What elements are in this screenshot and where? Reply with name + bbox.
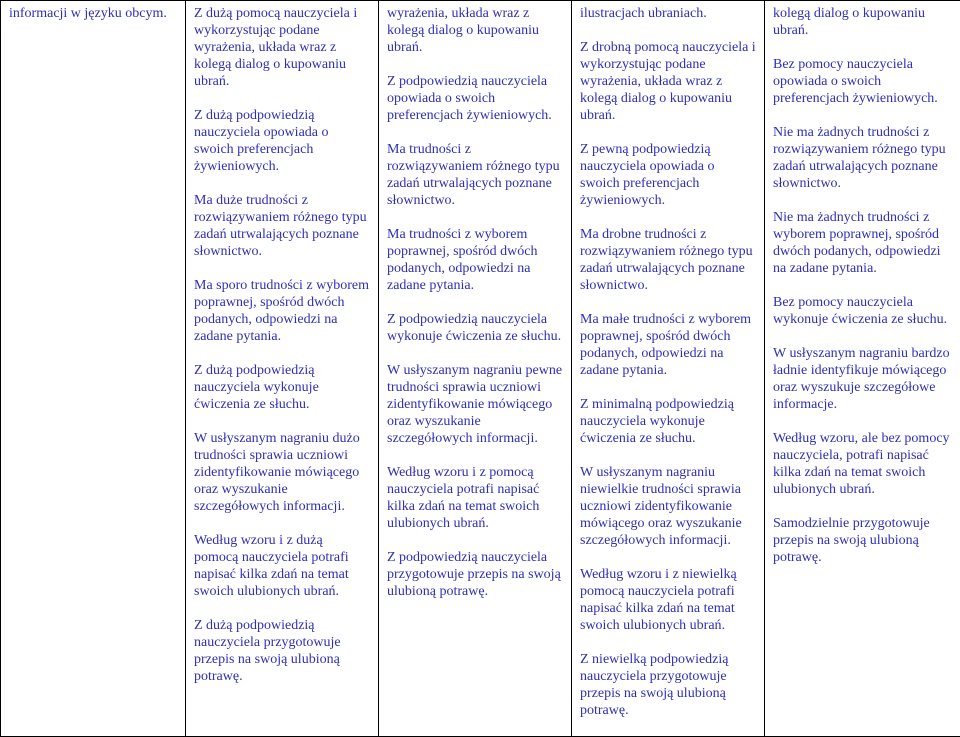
criterion-paragraph: Bez pomocy nauczyciela wykonuje ćwiczenia ze słuchu. <box>773 294 952 328</box>
criterion-paragraph: Według wzoru i z niewielką pomocą nauczyciela potrafi napisać kilka zdań na temat swoich ulubionych ubrań. <box>580 566 756 634</box>
criterion-paragraph: Z drobną pomocą nauczyciela i wykorzystując podane wyrażenia, układa wraz z kolegą dialog o kupowaniu ubrań. <box>580 39 756 124</box>
criterion-paragraph: Z pewną podpowiedzią nauczyciela opowiada o swoich preferencjach żywieniowych. <box>580 141 756 209</box>
criterion-paragraph: Ma trudności z rozwiązywaniem różnego typu zadań utrwalających poznane słownictwo. <box>387 141 563 209</box>
criterion-paragraph: Z minimalną podpowiedzią nauczyciela wykonuje ćwiczenia ze słuchu. <box>580 396 756 447</box>
criterion-paragraph: wyrażenia, układa wraz z kolegą dialog o kupowaniu ubrań. <box>387 5 563 56</box>
criterion-paragraph: Nie ma żadnych trudności z wyborem poprawnej, spośród dwóch podanych, odpowiedzi na zadane pytania. <box>773 209 952 277</box>
criterion-paragraph: Według wzoru, ale bez pomocy nauczyciela, potrafi napisać kilka zdań na temat swoich ulubionych ubrań. <box>773 430 952 498</box>
table-row <box>1 1 960 737</box>
criterion-paragraph: informacji w języku obcym. <box>9 5 177 22</box>
criterion-paragraph: Z dużą podpowiedzią nauczyciela opowiada o swoich preferencjach żywieniowych. <box>194 107 370 175</box>
criterion-paragraph: ilustracjach ubraniach. <box>580 5 756 22</box>
criterion-paragraph: Ma drobne trudności z rozwiązywaniem różnego typu zadań utrwalających poznane słownictwo. <box>580 226 756 294</box>
criterion-paragraph: Z podpowiedzią nauczyciela opowiada o swoich preferencjach żywieniowych. <box>387 73 563 124</box>
criterion-paragraph: kolegą dialog o kupowaniu ubrań. <box>773 5 952 39</box>
criterion-paragraph: Według wzoru i z pomocą nauczyciela potrafi napisać kilka zdań na temat swoich ulubionych ubrań. <box>387 464 563 532</box>
criterion-paragraph: Ma duże trudności z rozwiązywaniem różnego typu zadań utrwalających poznane słownictwo. <box>194 192 370 260</box>
criterion-paragraph: Nie ma żadnych trudności z rozwiązywaniem różnego typu zadań utrwalających poznane słownictwo. <box>773 124 952 192</box>
criterion-paragraph: Samodzielnie przygotowuje przepis na swoją ulubioną potrawę. <box>773 515 952 566</box>
column-cell-3 <box>379 1 572 737</box>
column-cell-4 <box>572 1 765 737</box>
criterion-paragraph: W usłyszanym nagraniu bardzo ładnie identyfikuje mówiącego oraz wyszukuje szczegółowe informacje. <box>773 345 952 413</box>
criterion-paragraph: Ma trudności z wyborem poprawnej, spośród dwóch podanych, odpowiedzi na zadane pytania. <box>387 226 563 294</box>
column-cell-5 <box>765 1 960 737</box>
criterion-paragraph: Bez pomocy nauczyciela opowiada o swoich preferencjach żywieniowych. <box>773 56 952 107</box>
criterion-paragraph: Ma małe trudności z wyborem poprawnej, spośród dwóch podanych, odpowiedzi na zadane pytania. <box>580 311 756 379</box>
criterion-paragraph: W usłyszanym nagraniu niewielkie trudności sprawia uczniowi zidentyfikowanie mówiącego oraz wyszukanie szczegółowych informacji. <box>580 464 756 549</box>
criterion-paragraph: Z podpowiedzią nauczyciela przygotowuje przepis na swoją ulubioną potrawę. <box>387 549 563 600</box>
column-cell-2 <box>186 1 379 737</box>
criterion-paragraph: Ma sporo trudności z wyborem poprawnej, spośród dwóch podanych, odpowiedzi na zadane pytania. <box>194 277 370 345</box>
criterion-paragraph: Z dużą pomocą nauczyciela i wykorzystując podane wyrażenia, układa wraz z kolegą dialog o kupowaniu ubrań. <box>194 5 370 90</box>
criterion-paragraph: Z dużą podpowiedzią nauczyciela przygotowuje przepis na swoją ulubioną potrawę. <box>194 617 370 685</box>
criterion-paragraph: Z podpowiedzią nauczyciela wykonuje ćwiczenia ze słuchu. <box>387 311 563 345</box>
criterion-paragraph: Z niewielką podpowiedzią nauczyciela przygotowuje przepis na swoją ulubioną potrawę. <box>580 651 756 719</box>
column-cell-1 <box>1 1 186 737</box>
criterion-paragraph: Z dużą podpowiedzią nauczyciela wykonuje ćwiczenia ze słuchu. <box>194 362 370 413</box>
criterion-paragraph: Według wzoru i z dużą pomocą nauczyciela potrafi napisać kilka zdań na temat swoich ulubionych ubrań. <box>194 532 370 600</box>
criterion-paragraph: W usłyszanym nagraniu dużo trudności sprawia uczniowi zidentyfikowanie mówiącego oraz wyszukanie szczegółowych informacji. <box>194 430 370 515</box>
criterion-paragraph: W usłyszanym nagraniu pewne trudności sprawia uczniowi zidentyfikowanie mówiącego oraz wyszukanie szczegółowych informacji. <box>387 362 563 447</box>
